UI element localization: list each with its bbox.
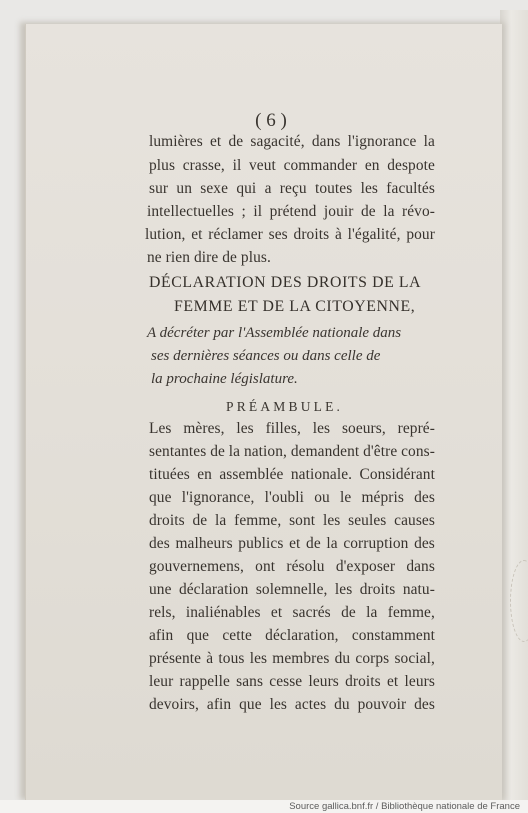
page-number: ( 6 ) xyxy=(255,110,287,131)
preamble-line-11: présente à tous les membres du corps social, xyxy=(149,650,435,667)
subtitle-line-1: A décréter par l'Assemblée nationale dans xyxy=(147,325,402,341)
text-line-4: intellectuelles ; il prétend jouir de la révo- xyxy=(147,203,435,220)
text-line-3: sur un sexe qui a reçu toutes les facultés xyxy=(149,180,435,197)
source-credit: Source gallica.bnf.fr / Bibliothèque nationale de France xyxy=(289,801,520,812)
preamble-line-9: rels, inaliénables et sacrés de la femme, xyxy=(149,604,435,621)
text-line-6: ne rien dire de plus. xyxy=(147,249,271,266)
preamble-line-10: afin que cette déclaration, constamment xyxy=(149,627,435,644)
scanned-page xyxy=(25,24,502,800)
preamble-line-5: droits de la femme, sont les seules causes xyxy=(149,512,435,529)
subtitle-line-2: ses dernières séances ou dans celle de xyxy=(151,348,381,364)
preamble-heading: PRÉAMBULE. xyxy=(226,399,344,414)
text-line-2: plus crasse, il veut commander en despote xyxy=(149,157,435,174)
declaration-title-line-1: DÉCLARATION DES DROITS DE LA xyxy=(149,274,422,291)
preamble-line-13: devoirs, afin que les actes du pouvoir des xyxy=(149,696,435,713)
preamble-line-3: tituées en assemblée nationale. Considérant xyxy=(149,466,435,483)
preamble-line-2: sentantes de la nation, demandent d'être cons- xyxy=(149,443,435,460)
subtitle-line-3: la prochaine législature. xyxy=(151,371,298,387)
preamble-line-1: Les mères, les filles, les soeurs, repré- xyxy=(149,420,435,437)
preamble-line-4: que l'ignorance, l'oubli ou le mépris des xyxy=(149,489,435,506)
preamble-line-12: leur rappelle sans cesse leurs droits et leurs xyxy=(149,673,435,690)
preamble-line-7: gouvernemens, ont résolu d'exposer dans xyxy=(149,558,435,575)
text-line-5: lution, et réclamer ses droits à l'égalité, pour xyxy=(145,226,435,243)
text-line-1: lumières et de sagacité, dans l'ignorance la xyxy=(149,133,435,150)
preamble-line-6: des malheurs publics et de la corruption des xyxy=(149,535,435,552)
declaration-title-line-2: FEMME ET DE LA CITOYENNE, xyxy=(174,298,416,315)
preamble-line-8: une déclaration solemnelle, les droits natu- xyxy=(149,581,435,598)
